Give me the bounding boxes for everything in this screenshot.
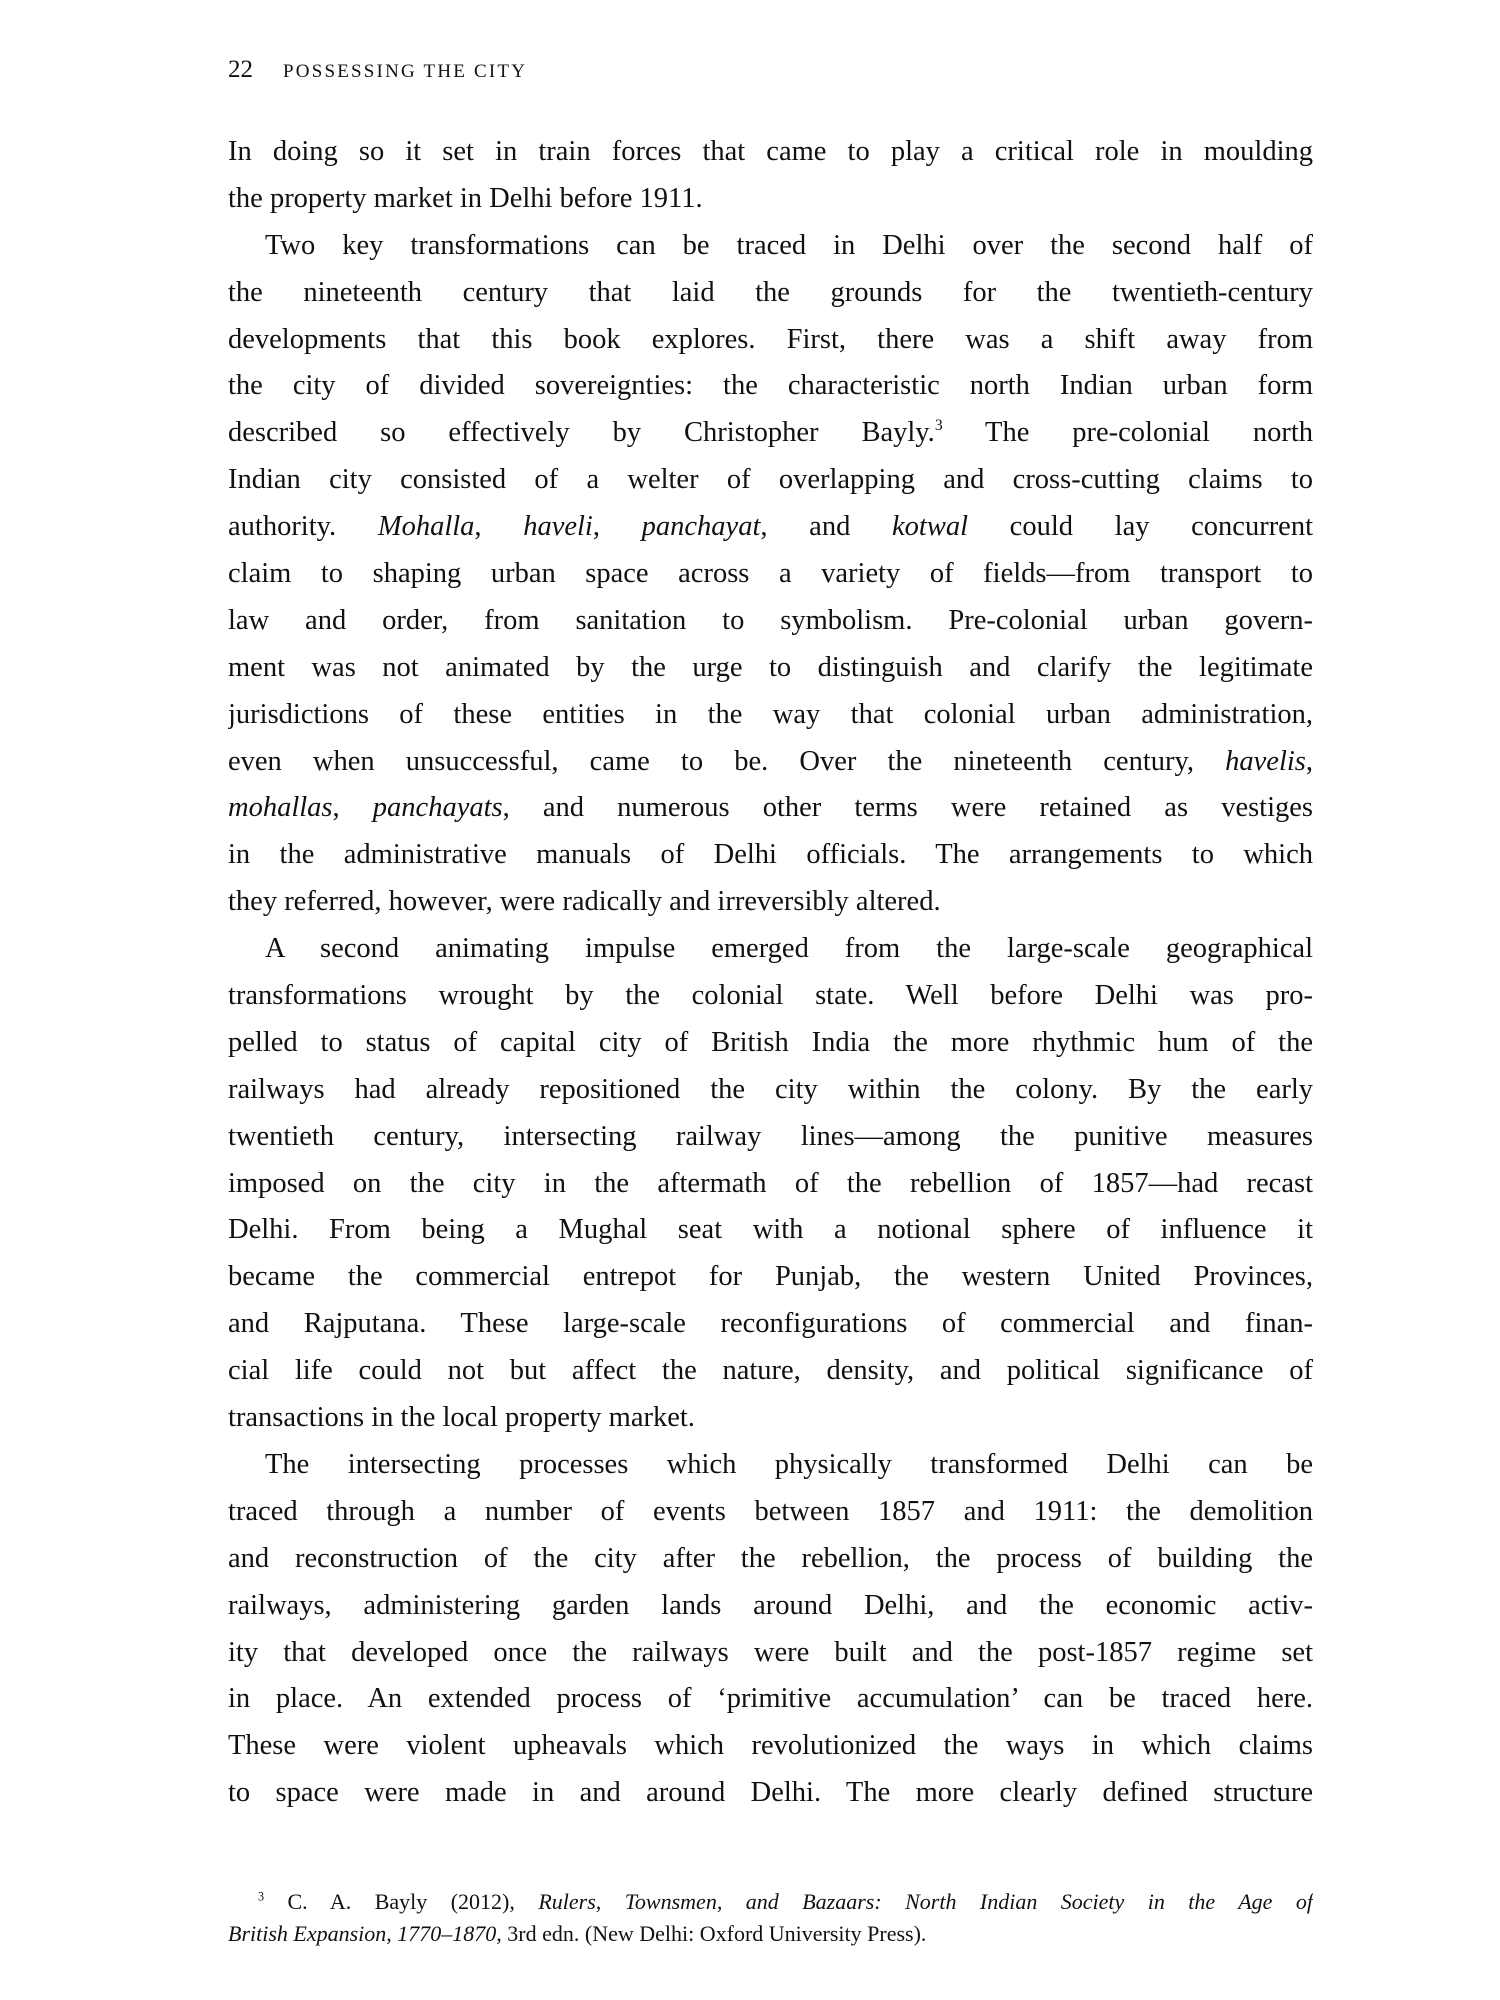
text-run: ity that developed once the railways were built and the post-1857 regime set — [228, 1636, 1313, 1668]
paragraph-2-line — [228, 223, 1313, 270]
paragraph-2-line — [228, 645, 1313, 692]
paragraph-4-line — [228, 1489, 1313, 1536]
paragraph-2-line — [228, 598, 1313, 645]
paragraph-2-line — [228, 270, 1313, 317]
text-run: , — [1305, 745, 1313, 777]
text-run: transactions in the local property market. — [228, 1402, 695, 1434]
italic-term: panchayats — [372, 792, 503, 824]
italic-term: haveli — [523, 511, 593, 543]
text-run: to space were made in and around Delhi. The more clearly defined structure — [228, 1777, 1313, 1809]
paragraph-3-line — [228, 1395, 1313, 1442]
text-run: , and — [760, 511, 892, 543]
paragraph-3-line — [228, 926, 1313, 973]
paragraph-1-line — [228, 129, 1313, 176]
paragraph-2-line — [228, 879, 1313, 926]
text-run: they referred, however, were radically and irreversibly altered. — [228, 886, 941, 918]
text-run: railways had already repositioned the city within the colony. By the early — [228, 1073, 1313, 1105]
paragraph-3-line — [228, 1254, 1313, 1301]
paragraph-1-line — [228, 176, 1313, 223]
text-run: the property market in Delhi before 1911. — [228, 182, 703, 214]
text-run: the city of divided sovereignties: the characteristic north Indian urban form — [228, 370, 1313, 402]
text-run: jurisdictions of these entities in the way that colonial urban administration, — [228, 698, 1313, 730]
paragraph-4-line — [228, 1723, 1313, 1770]
body-text — [228, 129, 1313, 1817]
text-run: transformations wrought by the colonial state. Well before Delhi was pro- — [228, 980, 1313, 1012]
paragraph-4-line — [228, 1583, 1313, 1630]
text-run: developments that this book explores. First, there was a shift away from — [228, 323, 1313, 355]
running-title: POSSESSING THE CITY — [283, 61, 528, 82]
paragraph-4-line — [228, 1770, 1313, 1817]
text-run: C. A. Bayly (2012), — [264, 1889, 539, 1914]
text-run: became the commercial entrepot for Punjab, the western United Provinces, — [228, 1261, 1313, 1293]
text-run: twentieth century, intersecting railway lines—among the punitive measures — [228, 1120, 1313, 1152]
paragraph-2-line — [228, 504, 1313, 551]
page-number: 22 — [228, 56, 253, 83]
paragraph-3-line — [228, 1207, 1313, 1254]
paragraph-2-line — [228, 457, 1313, 504]
paragraph-2-line — [228, 785, 1313, 832]
paragraph-2-line — [228, 363, 1313, 410]
text-run: The intersecting processes which physically transformed Delhi can be — [265, 1448, 1313, 1480]
paragraph-4-line — [228, 1630, 1313, 1677]
paragraph-3-line — [228, 973, 1313, 1020]
text-run: traced through a number of events between 1857 and 1911: the demolition — [228, 1495, 1313, 1527]
text-run: cial life could not but affect the nature, density, and political significance of — [228, 1355, 1313, 1387]
text-run: , — [474, 511, 524, 543]
footnote-line — [228, 1918, 1313, 1950]
text-run: could lay concurrent — [968, 511, 1313, 543]
text-run: in place. An extended process of ‘primitive accumulation’ can be traced here. — [228, 1683, 1313, 1715]
paragraph-3-line — [228, 1020, 1313, 1067]
text-run: even when unsuccessful, came to be. Over the nineteenth century, — [228, 745, 1226, 777]
paragraph-3-line — [228, 1114, 1313, 1161]
running-header — [228, 56, 527, 90]
italic-term: Mohalla — [377, 511, 475, 543]
text-run: ment was not animated by the urge to distinguish and clarify the legitimate — [228, 651, 1313, 683]
text-run: in the administrative manuals of Delhi officials. The arrangements to which — [228, 839, 1313, 871]
paragraph-3-line — [228, 1161, 1313, 1208]
text-run: Indian city consisted of a welter of overlapping and cross-cutting claims to — [228, 464, 1313, 496]
footnote-marker: 3 — [934, 417, 943, 435]
text-run: Two key transformations can be traced in Delhi over the second half of — [265, 229, 1313, 261]
text-run: In doing so it set in train forces that came to play a critical role in moulding — [228, 136, 1313, 167]
italic-term: Rulers, Townsmen, and Bazaars: North Indian Society in the Age of — [538, 1889, 1313, 1914]
paragraph-3-line — [228, 1348, 1313, 1395]
text-run: pelled to status of capital city of British India the more rhythmic hum of the — [228, 1026, 1313, 1058]
paragraph-4-line — [228, 1676, 1313, 1723]
paragraph-2-line — [228, 832, 1313, 879]
text-run: Delhi. From being a Mughal seat with a notional sphere of influence it — [228, 1214, 1313, 1246]
paragraph-2-line — [228, 317, 1313, 364]
italic-term: mohallas — [228, 792, 333, 824]
text-run: , and numerous other terms were retained as vestiges — [502, 792, 1313, 824]
text-run: railways, administering garden lands around Delhi, and the economic activ- — [228, 1589, 1313, 1621]
text-run: imposed on the city in the aftermath of the rebellion of 1857—had recast — [228, 1167, 1313, 1199]
paragraph-4-line — [228, 1536, 1313, 1583]
paragraph-3-line — [228, 1067, 1313, 1114]
text-run: claim to shaping urban space across a variety of fields—from transport to — [228, 558, 1313, 590]
footnote-line — [228, 1886, 1313, 1918]
italic-term: kotwal — [892, 511, 968, 543]
text-run: and reconstruction of the city after the rebellion, the process of building the — [228, 1542, 1313, 1574]
paragraph-2-line — [228, 692, 1313, 739]
text-run: , — [332, 792, 373, 824]
text-run: the nineteenth century that laid the grounds for the twentieth-century — [228, 276, 1313, 308]
footnote-marker: 3 — [258, 1889, 265, 1904]
text-run: described so effectively by Christopher Bayly. — [228, 417, 935, 449]
paragraph-3-line — [228, 1301, 1313, 1348]
text-run: These were violent upheavals which revolutionized the ways in which claims — [228, 1730, 1313, 1762]
text-run: authority. — [228, 511, 378, 543]
italic-term: panchayat — [641, 511, 761, 543]
text-run: law and order, from sanitation to symbolism. Pre-colonial urban govern- — [228, 604, 1313, 636]
italic-term: British Expansion, 1770–1870, — [228, 1921, 502, 1946]
paragraph-2-line — [228, 739, 1313, 786]
paragraph-2-line — [228, 551, 1313, 598]
text-run: and Rajputana. These large-scale reconfigurations of commercial and finan- — [228, 1308, 1313, 1340]
italic-term: havelis — [1225, 745, 1306, 777]
text-run: , — [592, 511, 642, 543]
text-run: The pre-colonial north — [942, 417, 1313, 449]
footnote — [228, 1886, 1313, 1950]
text-run: A second animating impulse emerged from the large-scale geographical — [265, 933, 1313, 965]
paragraph-2-line — [228, 410, 1313, 457]
paragraph-4-line — [228, 1442, 1313, 1489]
text-run: 3rd edn. (New Delhi: Oxford University Press). — [501, 1921, 927, 1946]
